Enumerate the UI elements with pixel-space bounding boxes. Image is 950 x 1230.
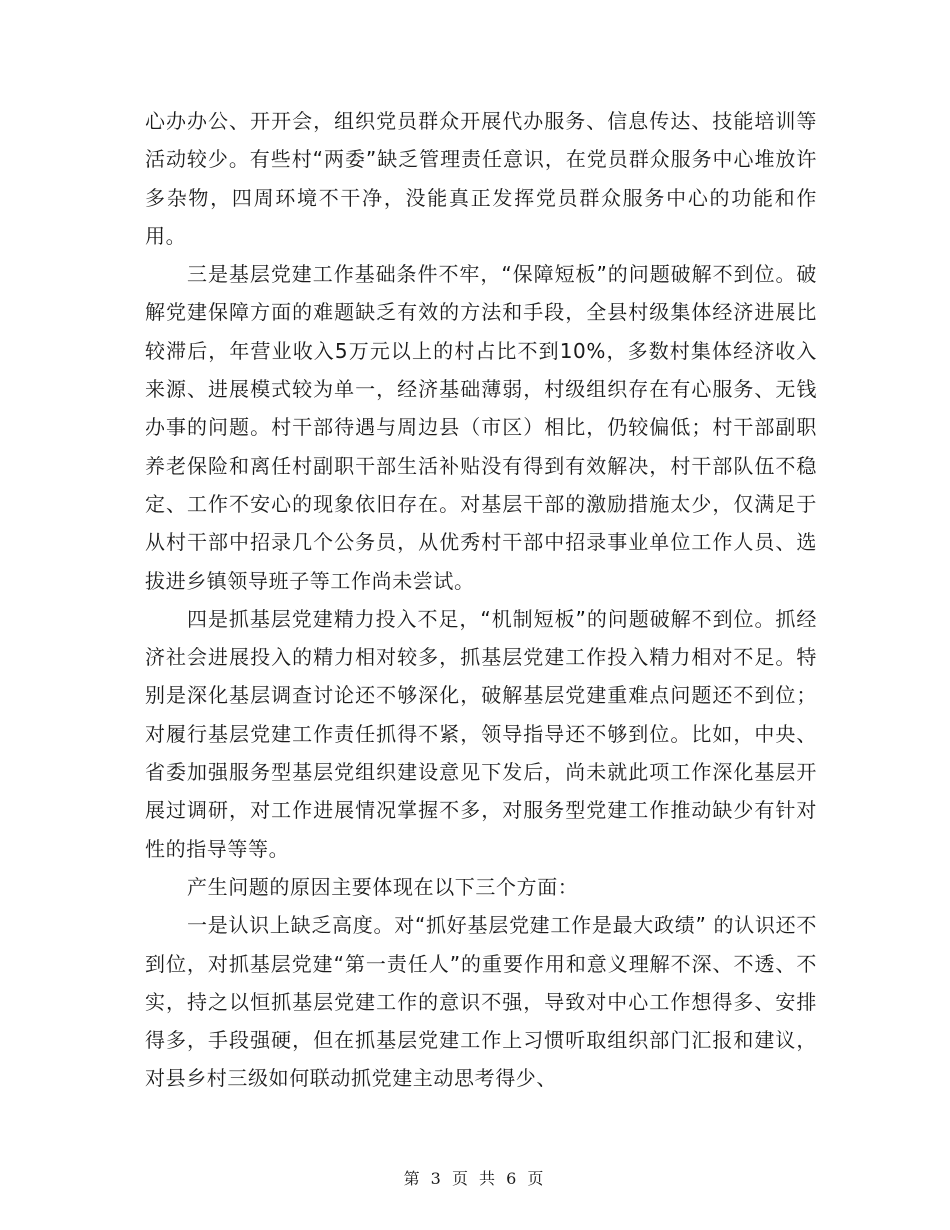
paragraph-point-four: 四是抓基层党建精力投入不足，“机制短板”的问题破解不到位。抓经济社会进展投入的精力相对较多，抓基层党建工作投入精力相对不足。特别是深化基层调查讨论还不够深化，破解基层党建重难点问题还不到位；对履行基层党建工作责任抓得不紧，领导指导还不够到位。比如，中央、省委加强服务型基层党组织建设意见下发后，尚未就此项工作深化基层开展过调研，对工作进展情况掌握不多，对服务型党建工作推动缺少有针对性的指导等等。 xyxy=(145,606,817,861)
paragraph-continuation: 心办办公、开开会，组织党员群众开展代办服务、信息传达、技能培训等活动较少。有些村“两委”缺乏管理责任意识，在党员群众服务中心堆放许多杂物，四周环境不干净，没能真正发挥党员群众服务中心的功能和作用。 xyxy=(145,109,817,248)
document-body xyxy=(145,102,817,1098)
page-number-footer: 第 3 页 共 6 页 xyxy=(403,1169,547,1188)
paragraph-point-three: 三是基层党建工作基础条件不牢，“保障短板”的问题破解不到位。破解党建保障方面的难题缺乏有效的方法和手段，全县村级集体经济进展比较滞后，年营业收入5万元以上的村占比不到10%，多数村集体经济收入来源、进展模式较为单一，经济基础薄弱，村级组织存在有心服务、无钱办事的问题。村干部待遇与周边县（市区）相比，仍较偏低；村干部副职养老保险和离任村副职干部生活补贴没有得到有效解决，村干部队伍不稳定、工作不安心的现象依旧存在。对基层干部的激励措施太少，仅满足于从村干部中招录几个公务员，从优秀村干部中招录事业单位工作人员、选拔进乡镇领导班子等工作尚未尝试。 xyxy=(145,262,817,593)
paragraph-cause-one: 一是认识上缺乏高度。对“抓好基层党建工作是最大政绩” 的认识还不到位，对抓基层党建“第一责任人”的重要作用和意义理解不深、不透、不实，持之以恒抓基层党建工作的意识不强，导致对中心工作想得多、安排得多，手段强硬，但在抓基层党建工作上习惯听取组织部门汇报和建议，对县乡村三级如何联动抓党建主动思考得少、 xyxy=(145,913,817,1091)
paragraph-causes-intro: 产生问题的原因主要体现在以下三个方面： xyxy=(187,874,579,899)
